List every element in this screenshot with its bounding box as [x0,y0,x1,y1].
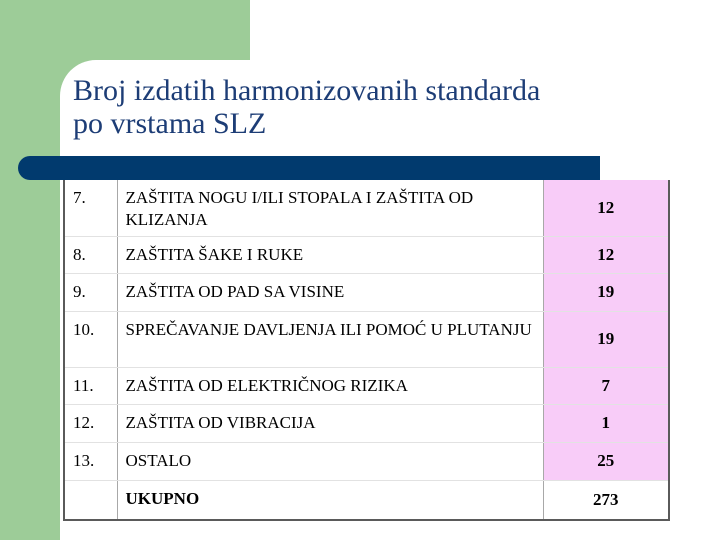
row-number: 10. [64,311,117,367]
row-value: 12 [543,180,669,236]
row-description: ZAŠTITA OD ELEKTRIČNOG RIZIKA [117,367,543,404]
row-description: ZAŠTITA OD VIBRACIJA [117,404,543,442]
table-row [64,311,669,367]
page-title [73,74,633,140]
row-number: 9. [64,273,117,311]
title-line-1: Broj izdatih harmonizovanih standarda [73,74,541,107]
total-value: 273 [543,480,669,520]
row-value: 7 [543,367,669,404]
total-label: UKUPNO [117,480,543,520]
row-value: 25 [543,442,669,480]
standards-table [63,180,670,521]
table-row [64,442,669,480]
row-description: SPREČAVANJE DAVLJENJA ILI POMOĆ U PLUTANJU [117,311,543,367]
table-row [64,236,669,273]
table-row [64,180,669,236]
row-value: 1 [543,404,669,442]
row-number: 12. [64,404,117,442]
row-description: ZAŠTITA ŠAKE I RUKE [117,236,543,273]
row-number: 13. [64,442,117,480]
total-number [64,480,117,520]
row-value: 19 [543,311,669,367]
table-row [64,367,669,404]
row-description: ZAŠTITA NOGU I/ILI STOPALA I ZAŠTITA OD KLIZANJA [117,180,543,236]
row-number: 7. [64,180,117,236]
total-row [64,480,669,520]
table-row [64,404,669,442]
table-row [64,273,669,311]
title-divider-bar [18,156,600,180]
row-value: 12 [543,236,669,273]
row-description: ZAŠTITA OD PAD SA VISINE [117,273,543,311]
title-line-2: po vrstama SLZ [73,107,267,140]
row-description: OSTALO [117,442,543,480]
row-number: 8. [64,236,117,273]
row-value: 19 [543,273,669,311]
row-number: 11. [64,367,117,404]
